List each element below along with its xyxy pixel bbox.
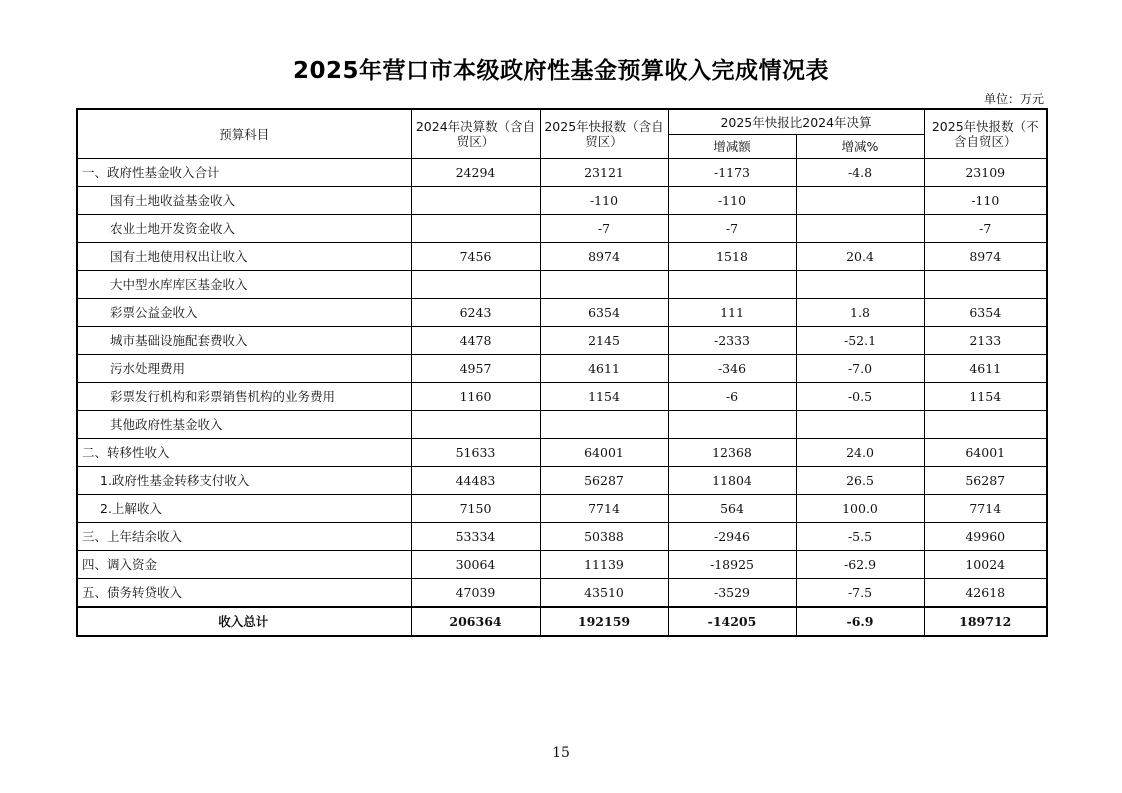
change-amount-cell: -1173 [668,159,796,187]
table-row [77,355,1047,383]
header-compare-group: 2025年快报比2024年决算 [668,109,924,135]
change-pct-cell: -52.1 [796,327,924,355]
table-row [77,467,1047,495]
table-row [77,299,1047,327]
final-2024-cell: 51633 [411,439,540,467]
row-item-cell: 三、上年结余收入 [77,523,411,551]
quick-2025-cell: 6354 [540,299,668,327]
quick-2025-excl-cell: 189712 [924,607,1047,636]
table-row [77,271,1047,299]
row-item-cell: 五、债务转贷收入 [77,579,411,608]
row-item-cell: 1.政府性基金转移支付收入 [77,467,411,495]
quick-2025-cell: 56287 [540,467,668,495]
quick-2025-cell: 192159 [540,607,668,636]
quick-2025-cell: 43510 [540,579,668,608]
change-pct-cell: -5.5 [796,523,924,551]
final-2024-cell: 1160 [411,383,540,411]
change-amount-cell: 11804 [668,467,796,495]
change-amount-cell: -18925 [668,551,796,579]
change-pct-cell: 20.4 [796,243,924,271]
row-item-cell: 四、调入资金 [77,551,411,579]
final-2024-cell: 6243 [411,299,540,327]
change-pct-cell [796,215,924,243]
row-item-cell: 城市基础设施配套费收入 [77,327,411,355]
table-row [77,523,1047,551]
table-row [77,159,1047,187]
quick-2025-cell: 11139 [540,551,668,579]
final-2024-cell [411,271,540,299]
row-item-cell: 一、政府性基金收入合计 [77,159,411,187]
final-2024-cell: 47039 [411,579,540,608]
quick-2025-excl-cell: 6354 [924,299,1047,327]
final-2024-cell [411,411,540,439]
final-2024-cell: 206364 [411,607,540,636]
header-final-2024: 2024年决算数（含自贸区） [411,109,540,159]
row-item-cell: 国有土地收益基金收入 [77,187,411,215]
quick-2025-cell: -7 [540,215,668,243]
table-header [77,109,1047,159]
quick-2025-cell: 2145 [540,327,668,355]
change-pct-cell [796,411,924,439]
change-pct-cell: -7.0 [796,355,924,383]
row-item-cell: 大中型水库库区基金收入 [77,271,411,299]
quick-2025-cell [540,411,668,439]
quick-2025-excl-cell: 10024 [924,551,1047,579]
quick-2025-excl-cell: 7714 [924,495,1047,523]
table-row [77,243,1047,271]
final-2024-cell: 7150 [411,495,540,523]
change-pct-cell: 26.5 [796,467,924,495]
change-pct-cell: -4.8 [796,159,924,187]
change-pct-cell: -6.9 [796,607,924,636]
table-row [77,495,1047,523]
unit-label: 单位：万元 [983,92,1044,106]
change-amount-cell [668,271,796,299]
change-amount-cell: -110 [668,187,796,215]
table-row [77,327,1047,355]
quick-2025-cell: 50388 [540,523,668,551]
change-pct-cell: 100.0 [796,495,924,523]
final-2024-cell: 44483 [411,467,540,495]
change-pct-cell [796,271,924,299]
table-row [77,383,1047,411]
change-pct-cell [796,187,924,215]
row-item-cell: 其他政府性基金收入 [77,411,411,439]
quick-2025-excl-cell: 49960 [924,523,1047,551]
quick-2025-excl-cell: 23109 [924,159,1047,187]
table-row [77,411,1047,439]
change-amount-cell: -6 [668,383,796,411]
table-row [77,579,1047,608]
row-item-cell: 农业土地开发资金收入 [77,215,411,243]
quick-2025-excl-cell: -110 [924,187,1047,215]
quick-2025-cell: 23121 [540,159,668,187]
change-pct-cell: 1.8 [796,299,924,327]
page-title: 2025年营口市本级政府性基金预算收入完成情况表 [292,58,829,84]
quick-2025-cell [540,271,668,299]
row-item-cell: 二、转移性收入 [77,439,411,467]
change-amount-cell: -3529 [668,579,796,608]
header-change-pct: 增减% [796,135,924,159]
page-number: 15 [552,745,570,761]
row-item-cell: 2.上解收入 [77,495,411,523]
final-2024-cell: 30064 [411,551,540,579]
table-row [77,187,1047,215]
change-amount-cell: -7 [668,215,796,243]
change-pct-cell: -0.5 [796,383,924,411]
quick-2025-excl-cell: 4611 [924,355,1047,383]
table-body [77,159,1047,637]
quick-2025-excl-cell: 1154 [924,383,1047,411]
change-amount-cell: 111 [668,299,796,327]
quick-2025-excl-cell [924,271,1047,299]
total-row [77,607,1047,636]
quick-2025-cell: 64001 [540,439,668,467]
change-amount-cell: -14205 [668,607,796,636]
quick-2025-excl-cell: 8974 [924,243,1047,271]
change-amount-cell: 564 [668,495,796,523]
final-2024-cell: 4957 [411,355,540,383]
change-amount-cell: 1518 [668,243,796,271]
quick-2025-excl-cell: -7 [924,215,1047,243]
quick-2025-excl-cell: 64001 [924,439,1047,467]
header-change-amount: 增减额 [668,135,796,159]
table-row [77,551,1047,579]
change-pct-cell: -7.5 [796,579,924,608]
final-2024-cell: 7456 [411,243,540,271]
final-2024-cell: 53334 [411,523,540,551]
quick-2025-excl-cell: 42618 [924,579,1047,608]
final-2024-cell: 4478 [411,327,540,355]
header-quick-2025-excl: 2025年快报数（不含自贸区） [924,109,1047,159]
quick-2025-cell: 8974 [540,243,668,271]
change-amount-cell: -2333 [668,327,796,355]
change-amount-cell: -346 [668,355,796,383]
quick-2025-cell: -110 [540,187,668,215]
quick-2025-excl-cell: 2133 [924,327,1047,355]
table-row [77,215,1047,243]
quick-2025-cell: 1154 [540,383,668,411]
header-quick-2025: 2025年快报数（含自贸区） [540,109,668,159]
row-item-cell: 收入总计 [77,607,411,636]
change-amount-cell: 12368 [668,439,796,467]
row-item-cell: 国有土地使用权出让收入 [77,243,411,271]
final-2024-cell: 24294 [411,159,540,187]
quick-2025-cell: 4611 [540,355,668,383]
final-2024-cell [411,187,540,215]
change-pct-cell: -62.9 [796,551,924,579]
change-amount-cell: -2946 [668,523,796,551]
quick-2025-cell: 7714 [540,495,668,523]
quick-2025-excl-cell: 56287 [924,467,1047,495]
final-2024-cell [411,215,540,243]
header-item: 预算科目 [77,109,411,159]
row-item-cell: 彩票公益金收入 [77,299,411,327]
change-amount-cell [668,411,796,439]
row-item-cell: 污水处理费用 [77,355,411,383]
change-pct-cell: 24.0 [796,439,924,467]
row-item-cell: 彩票发行机构和彩票销售机构的业务费用 [77,383,411,411]
quick-2025-excl-cell [924,411,1047,439]
table-row [77,439,1047,467]
budget-revenue-table [76,108,1048,637]
